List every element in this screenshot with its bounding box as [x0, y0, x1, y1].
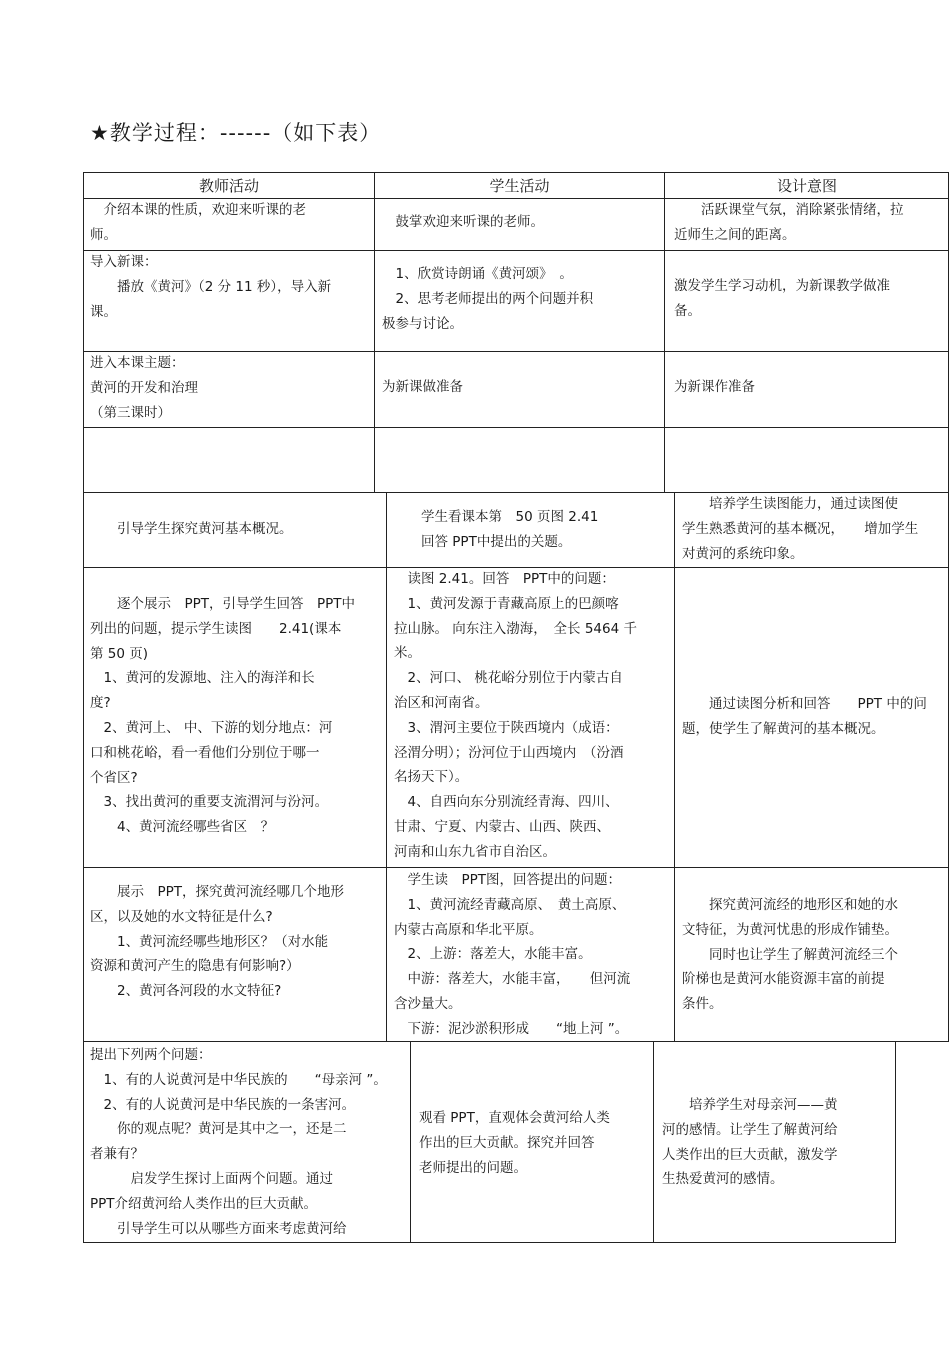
text-line: 第 50 页): [90, 645, 149, 662]
text-line: 进入本课主题：: [90, 355, 185, 371]
text-line: 导入新课：: [90, 254, 158, 270]
text-line: 资源和黄河产生的隐患有何影响?）: [90, 958, 300, 975]
column-divider: [386, 492, 387, 1042]
text-line: 4、自西向东分别流经青海、四川、: [394, 794, 619, 811]
text-line: 师。: [90, 226, 117, 243]
text-line: 米。: [394, 645, 421, 662]
text-line: 启发学生探讨上面两个问题。通过: [90, 1170, 333, 1187]
row5-intent-cell: [682, 492, 918, 566]
text-line: 生热爱黄河的感情。: [662, 1171, 784, 1188]
text-line: 含沙量大。: [394, 995, 462, 1012]
text-line: 极参与讨论。: [382, 315, 463, 332]
row6-student-cell: [394, 567, 637, 865]
text-line: 1、黄河发源于青藏高原上的巴颜喀: [394, 595, 619, 612]
text-line: 激发学生学习动机，为新课教学做准: [674, 278, 890, 294]
text-line: 为新课作准备: [674, 379, 755, 395]
text-line: 培养学生读图能力，通过读图使: [682, 496, 898, 512]
text-line: 课。: [90, 303, 117, 320]
text-line: 读图 2.41。回答 PPT中的问题：: [394, 571, 615, 587]
text-line: 个省区?: [90, 769, 138, 786]
text-line: 3、找出黄河的重要支流渭河与汾河。: [90, 794, 329, 811]
text-line: 泾渭分明）；汾河位于山西境内 （汾酒: [394, 744, 624, 761]
row5-student-cell: [394, 505, 598, 555]
text-line: PPT介绍黄河给人类作出的巨大贡献。: [90, 1195, 318, 1212]
row-divider: [83, 351, 949, 352]
row3-intent-cell: [674, 375, 755, 400]
row2-student-cell: [382, 262, 593, 336]
column-divider: [664, 172, 665, 493]
text-line: 人类作出的巨大贡献，激发学: [662, 1146, 838, 1163]
text-line: 活跃课堂气氛，消除紧张情绪，拉: [674, 202, 904, 218]
row2-intent-cell: [674, 274, 890, 324]
text-line: 内蒙古高原和华北平原。: [394, 921, 543, 938]
text-line: 2、思考老师提出的两个问题并积: [382, 290, 594, 307]
row1-intent-cell: [674, 198, 904, 248]
row-divider: [83, 427, 949, 428]
text-line: 2、黄河各河段的水文特征?: [90, 983, 282, 1000]
text-line: 甘肃、宁夏、内蒙古、山西、陕西、: [394, 818, 610, 835]
text-line: 题，使学生了解黄河的基本概况。: [682, 720, 885, 737]
row1-student-cell: [382, 210, 544, 235]
text-line: 老师提出的问题。: [419, 1159, 527, 1176]
row8-student-cell: [419, 1106, 610, 1180]
text-line: 同时也让学生了解黄河流经三个: [682, 946, 898, 963]
header-teacher: 教师活动: [198, 177, 259, 195]
text-line: 河的感情。让学生了解黄河给: [662, 1121, 838, 1138]
text-line: 鼓掌欢迎来听课的老师。: [382, 214, 544, 230]
text-line: 度?: [90, 695, 111, 712]
header-intent: 设计意图: [776, 177, 837, 195]
text-line: 作出的巨大贡献。探究并回答: [419, 1134, 595, 1151]
text-line: 1、有的人说黄河是中华民族的 “母亲河 ”。: [90, 1071, 387, 1088]
text-line: 拉山脉。 向东注入渤海， 全长 5464 千: [394, 620, 637, 637]
text-line: 2、黄河上、 中、下游的划分地点：河: [90, 719, 333, 736]
column-divider: [374, 172, 375, 493]
row8-teacher-cell: [90, 1043, 387, 1241]
text-line: 名扬天下）。: [394, 769, 469, 786]
text-line: 2、河口、 桃花峪分别位于内蒙古自: [394, 670, 623, 687]
text-line: 阶梯也是黄河水能资源丰富的前提: [682, 971, 885, 988]
text-line: 回答 PPT中提出的关题。: [394, 533, 572, 550]
text-line: （第三课时）: [90, 404, 171, 421]
text-line: 探究黄河流经的地形区和她的水: [682, 897, 898, 913]
text-line: 提出下列两个问题：: [90, 1047, 212, 1063]
text-line: 引导学生可以从哪些方面来考虑黄河给: [90, 1220, 347, 1237]
text-line: 学生熟悉黄河的基本概况， 增加学生: [682, 520, 919, 537]
text-line: 逐个展示 PPT，引导学生回答 PPT中: [90, 596, 356, 612]
row1-teacher-cell: [90, 198, 306, 248]
text-line: 1、欣赏诗朗诵《黄河颂》 。: [382, 266, 573, 282]
text-line: 3、渭河主要位于陕西境内（成语：: [394, 719, 619, 736]
row7-student-cell: [394, 868, 630, 1042]
text-line: 通过读图分析和回答 PPT 中的问: [682, 696, 927, 712]
text-line: 口和桃花峪，看一看他们分别位于哪一: [90, 744, 320, 761]
text-line: 观看 PPT，直观体会黄河给人类: [419, 1110, 610, 1126]
column-divider: [410, 1041, 411, 1243]
row8-intent-cell: [662, 1093, 838, 1192]
row5-teacher-cell: [90, 517, 293, 542]
row6-teacher-cell: [90, 592, 355, 840]
text-line: 介绍本课的性质，欢迎来听课的老: [90, 202, 306, 218]
text-line: 1、黄河流经青藏高原、 黄土高原、: [394, 896, 626, 913]
header-student: 学生活动: [489, 177, 550, 195]
section-title: ★教学过程：------（如下表）: [90, 121, 382, 145]
row3-teacher-cell: [90, 351, 198, 425]
text-line: 展示 PPT，探究黄河流经哪几个地形: [90, 884, 345, 900]
text-line: 1、黄河流经哪些地形区？（对水能: [90, 933, 329, 950]
text-line: 下游：泥沙淤积形成 “地上河 ”。: [394, 1020, 629, 1037]
text-line: 治区和河南省。: [394, 694, 489, 711]
text-line: 河南和山东九省市自治区。: [394, 843, 556, 860]
row7-intent-cell: [682, 893, 898, 1017]
row3-student-cell: [382, 375, 463, 400]
text-line: 你的观点呢？黄河是其中之一，还是二: [90, 1121, 347, 1138]
text-line: 1、黄河的发源地、注入的海洋和长: [90, 670, 315, 687]
text-line: 文特征，为黄河忧患的形成作铺垫。: [682, 921, 898, 938]
text-line: 2、上游：落差大，水能丰富。: [394, 946, 592, 963]
text-line: 播放《黄河》（2 分 11 秒），导入新: [90, 278, 332, 295]
text-line: 对黄河的系统印象。: [682, 545, 804, 562]
row7-teacher-cell: [90, 880, 344, 1004]
text-line: 4、黄河流经哪些省区 ？: [90, 819, 275, 836]
column-divider: [674, 492, 675, 1042]
text-line: 培养学生对母亲河——黄: [662, 1097, 838, 1113]
text-line: 备。: [674, 302, 701, 319]
text-line: 列出的问题，提示学生读图 2.41(课本: [90, 620, 342, 637]
text-line: 条件。: [682, 996, 723, 1013]
row6-intent-cell: [682, 692, 927, 742]
text-line: 近师生之间的距离。: [674, 226, 796, 243]
text-line: 者兼有？: [90, 1146, 144, 1163]
text-line: 区，以及她的水文特征是什么?: [90, 908, 273, 925]
text-line: 学生读 PPT图，回答提出的问题：: [394, 872, 622, 888]
row2-teacher-cell: [90, 250, 331, 324]
text-line: 学生看课本第 50 页图 2.41: [394, 509, 599, 525]
text-line: 为新课做准备: [382, 379, 463, 395]
text-line: 引导学生探究黄河基本概况。: [90, 521, 293, 537]
column-divider: [653, 1041, 654, 1243]
text-line: 2、有的人说黄河是中华民族的一条害河。: [90, 1096, 356, 1113]
text-line: 黄河的开发和治理: [90, 379, 198, 396]
text-line: 中游：落差大，水能丰富， 但河流: [394, 971, 631, 988]
